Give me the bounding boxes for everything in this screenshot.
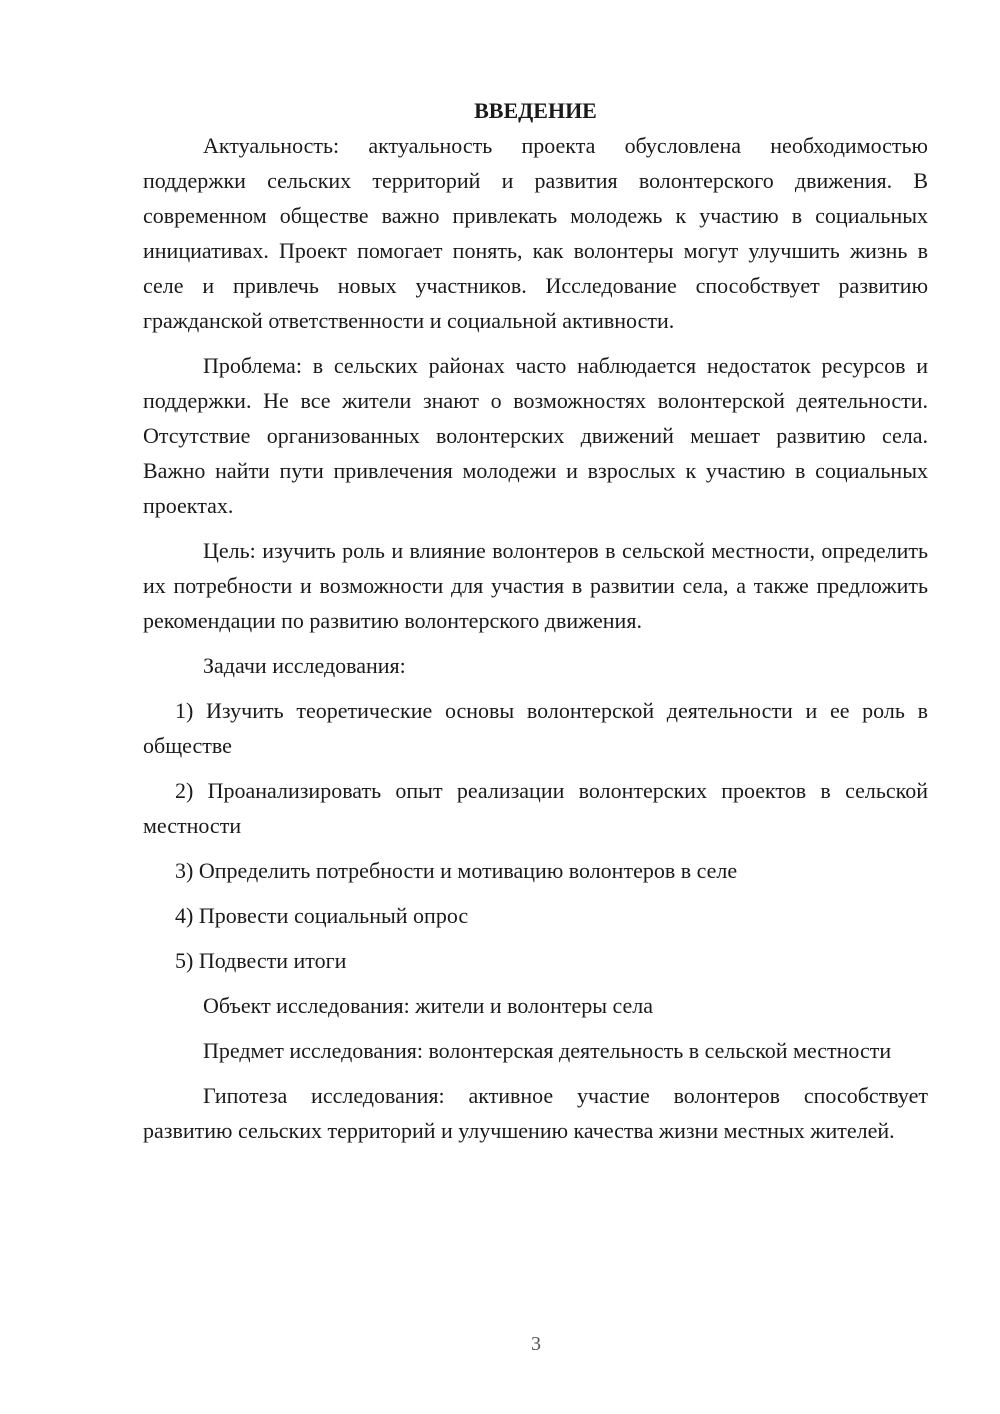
paragraph-tasks-title: Задачи исследования: <box>203 653 406 678</box>
section-heading: ВВЕДЕНИЕ <box>474 98 597 123</box>
paragraph-goal: Цель: изучить роль и влияние волонтеров в сельской местности, определить их потребности и возможности для участия в развитии села, а также предложить рекомендации по развитию волонтерского движения. <box>143 538 928 633</box>
task-item-5: 5) Подвести итоги <box>175 948 347 973</box>
task-item-3: 3) Определить потребности и мотивацию волонтеров в селе <box>175 858 738 883</box>
paragraph-object: Объект исследования: жители и волонтеры села <box>203 993 654 1018</box>
document-page <box>143 93 928 1148</box>
task-item-1: 1) Изучить теоретические основы волонтерской деятельности и ее роль в обществе <box>143 698 928 758</box>
task-item-4: 4) Провести социальный опрос <box>175 903 469 928</box>
paragraph-subject: Предмет исследования: волонтерская деятельность в сельской местности <box>203 1038 892 1063</box>
task-item-2: 2) Проанализировать опыт реализации волонтерских проектов в сельской местности <box>143 778 928 838</box>
page-number: 3 <box>531 1333 541 1355</box>
paragraph-hypothesis: Гипотеза исследования: активное участие волонтеров способствует развитию сельских территорий и улучшению качества жизни местных жителей. <box>143 1083 928 1143</box>
paragraph-problem: Проблема: в сельских районах часто наблюдается недостаток ресурсов и поддержки. Не все жители знают о возможностях волонтерской деятельности. Отсутствие организованных волонтерских движений мешает развитию села. Важно найти пути привлечения молодежи и взрослых к участию в социальных проектах. <box>143 353 928 518</box>
paragraph-relevance: Актуальность: актуальность проекта обусловлена необходимостью поддержки сельских территорий и развития волонтерского движения. В современном обществе важно привлекать молодежь к участию в социальных инициативах. Проект помогает понять, как волонтеры могут улучшить жизнь в селе и привлечь новых участников. Исследование способствует развитию гражданской ответственности и социальной активности. <box>143 133 928 333</box>
